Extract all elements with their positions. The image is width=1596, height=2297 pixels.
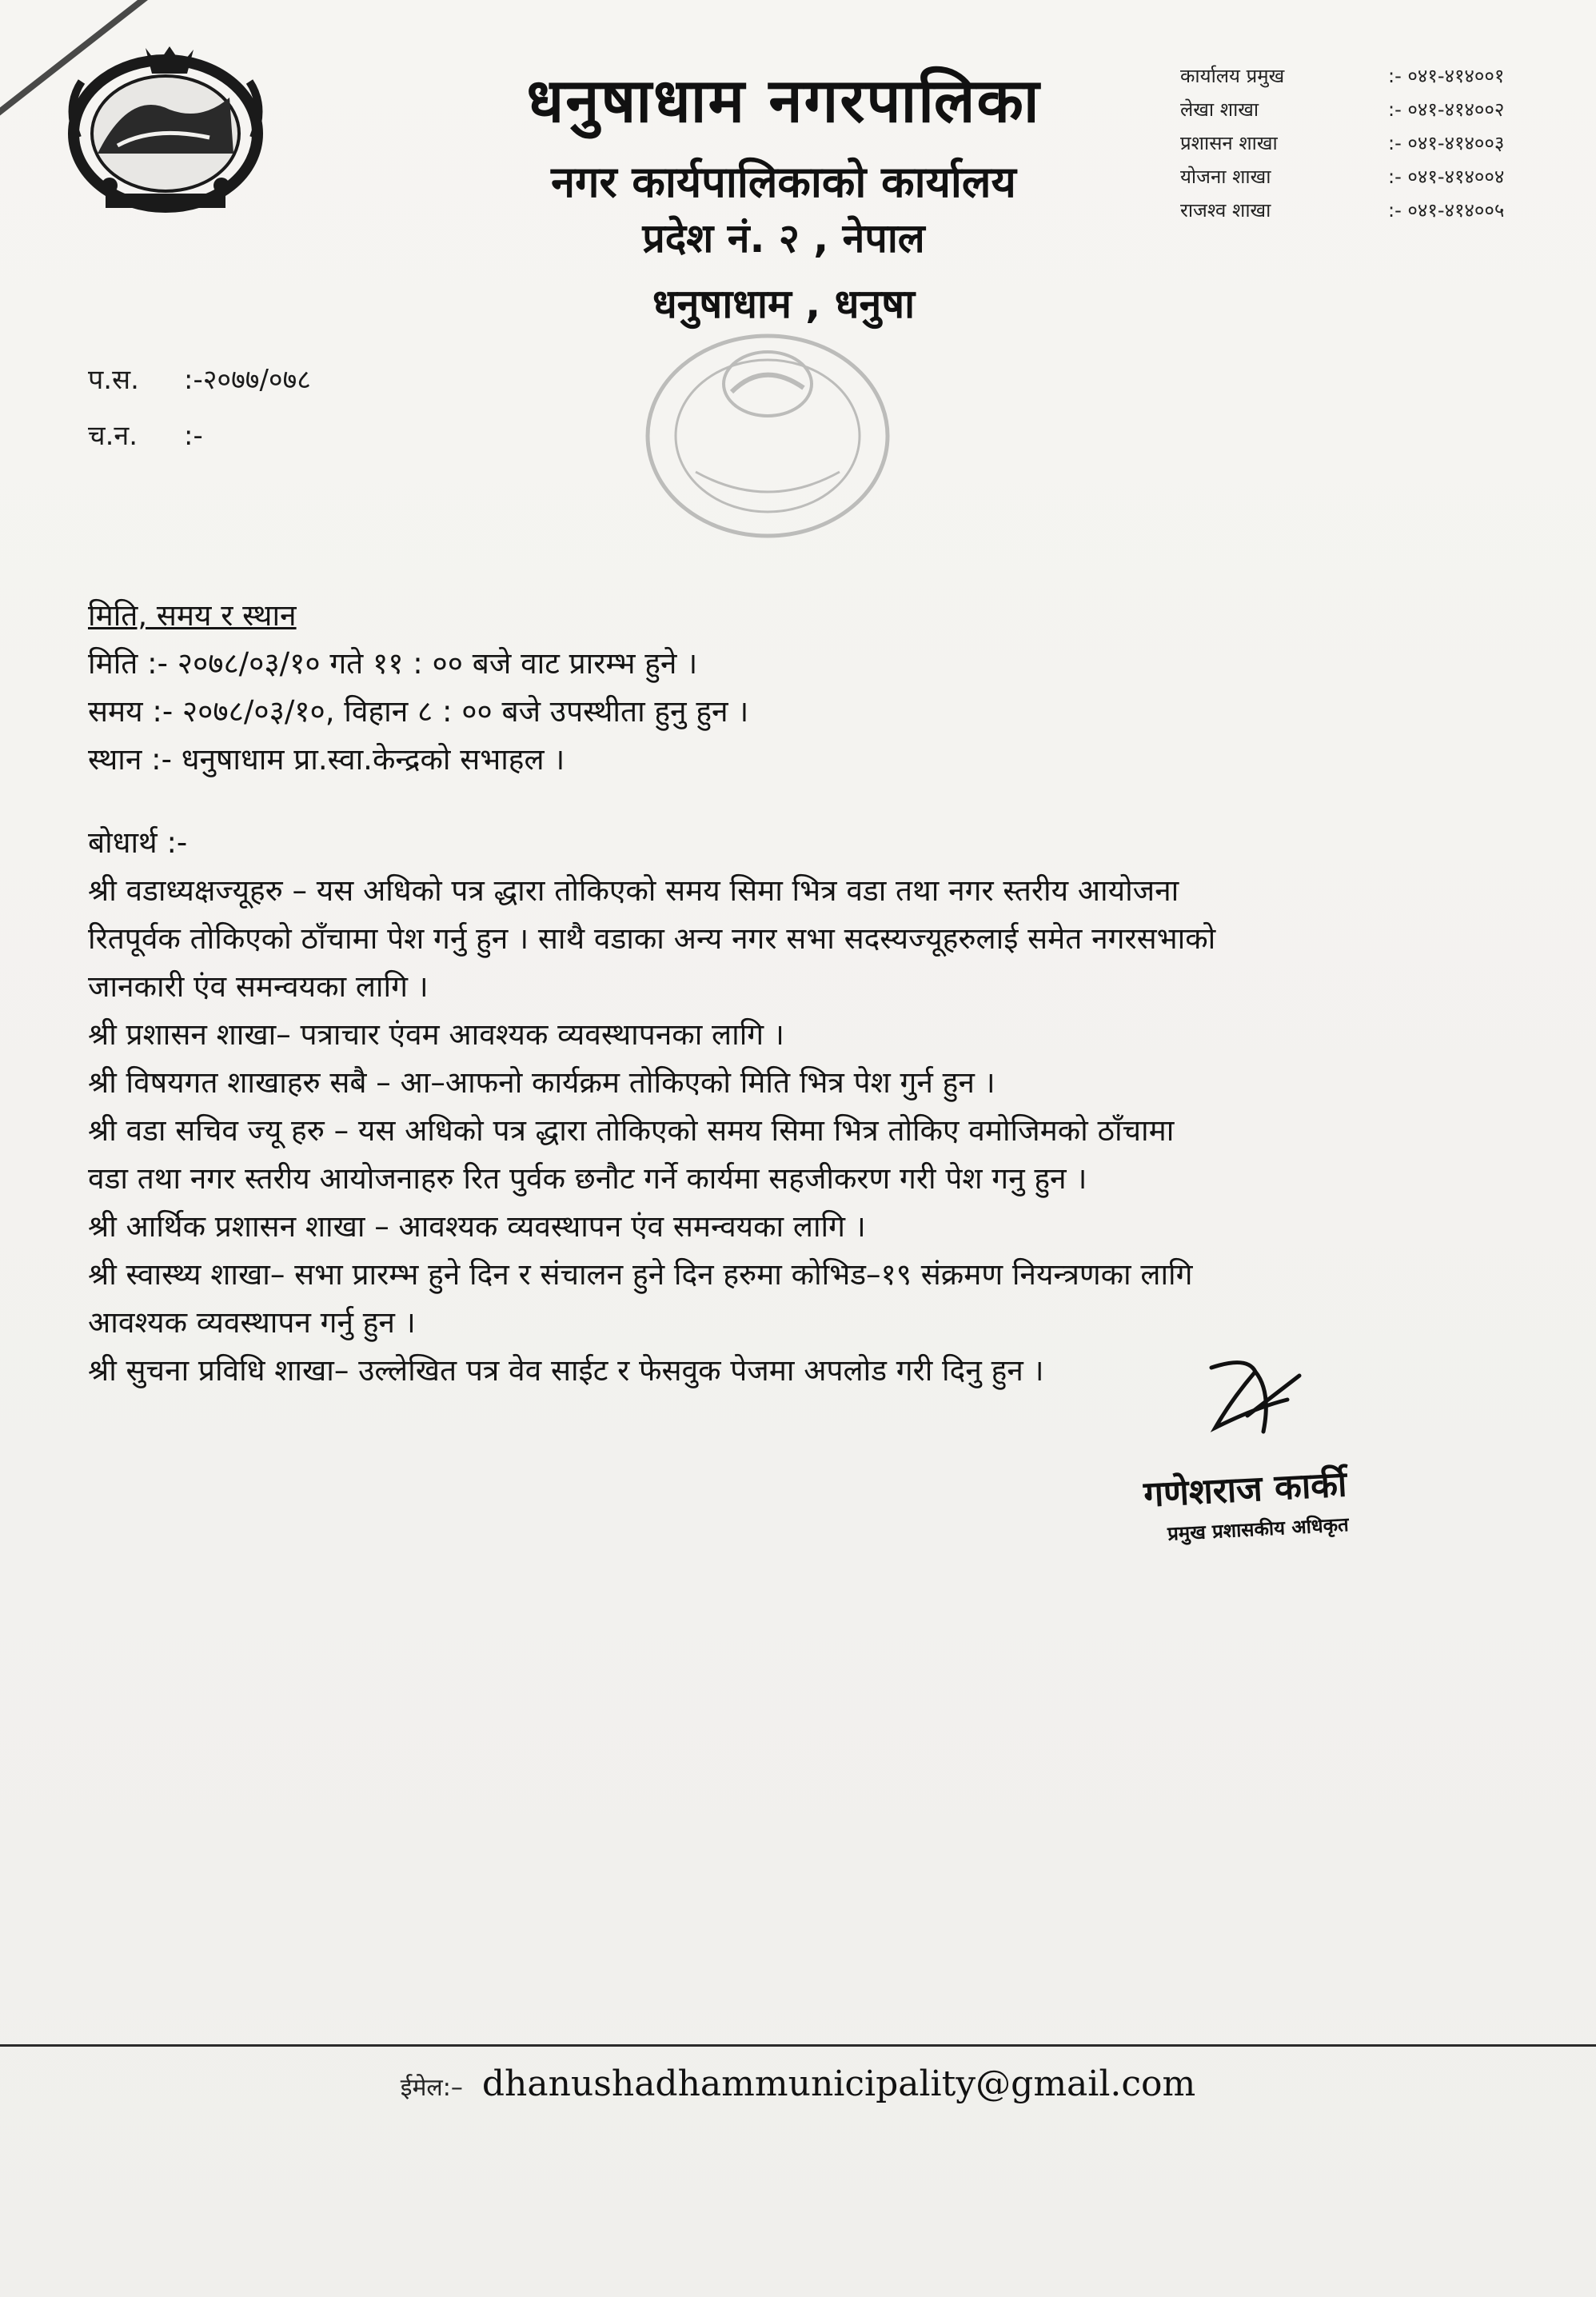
phone-number: :- ०४१-४१४००३ bbox=[1388, 132, 1505, 154]
province-line: प्रदेश नं. २ , नेपाल bbox=[642, 215, 925, 262]
schedule-date: मिति :- २०७८/०३/१० गते ११ : ०० बजे वाट प्रारम्भ हुने । bbox=[88, 646, 698, 681]
ps-value: :-२०७७/०७८ bbox=[184, 364, 311, 396]
bodhartha-line: श्री विषयगत शाखाहरु सबै – आ–आफनो कार्यक्रम तोकिएको मिति भित्र पेश गुर्न हुन । bbox=[88, 1065, 996, 1100]
municipality-title: धनुषाधाम नगरपालिका bbox=[526, 65, 1041, 136]
cn-label: च.न. bbox=[88, 420, 138, 452]
bodhartha-line: श्री स्वास्थ्य शाखा– सभा प्रारम्भ हुने दिन र संचालन हुने दिन हरुमा कोभिड–१९ संक्रमण नियन्त्रणका लागि bbox=[88, 1257, 1193, 1292]
reference-cn bbox=[88, 416, 203, 453]
schedule-time: समय :- २०७८/०३/१०, विहान ८ : ०० बजे उपस्थीता हुनु हुन । bbox=[88, 694, 749, 729]
phone-label: राजश्व शाखा bbox=[1180, 199, 1271, 222]
schedule-place: स्थान :- धनुषाधाम प्रा.स्वा.केन्द्रको सभाहल । bbox=[88, 742, 565, 777]
phone-label: लेखा शाखा bbox=[1180, 98, 1259, 121]
phone-number: :- ०४१-४१४००४ bbox=[1388, 166, 1505, 188]
phone-row bbox=[1180, 197, 1572, 230]
bodhartha-heading: बोधार्थ :- bbox=[88, 825, 188, 860]
phone-number: :- ०४१-४१४००५ bbox=[1388, 199, 1505, 222]
signatory-name: गणेशराज कार्की bbox=[1142, 1464, 1348, 1516]
bodhartha-line: श्री प्रशासन शाखा– पत्राचार एंवम आवश्यक व्यवस्थापनका लागि । bbox=[88, 1017, 784, 1052]
signatory-title: प्रमुख प्रशासकीय अधिकृत bbox=[1167, 1513, 1350, 1545]
office-stamp-icon bbox=[632, 320, 904, 552]
schedule-heading: मिति, समय र स्थान bbox=[88, 598, 297, 633]
bodhartha-line: श्री वडा सचिव ज्यू हरु – यस अधिको पत्र द्धारा तोकिएको समय सिमा भित्र तोकिए वमोजिमको ठाँचामा bbox=[88, 1113, 1175, 1148]
email-address: dhanushadhammunicipality@gmail.com bbox=[481, 2063, 1196, 2104]
office-subtitle: नगर कार्यपालिकाको कार्यालय bbox=[551, 157, 1016, 207]
signature-scribble-icon bbox=[1199, 1352, 1311, 1448]
phone-row bbox=[1180, 96, 1572, 130]
phone-label: प्रशासन शाखा bbox=[1180, 132, 1278, 154]
phone-row bbox=[1180, 163, 1572, 197]
reference-ps bbox=[88, 360, 311, 397]
phone-label: योजना शाखा bbox=[1180, 166, 1271, 188]
phone-row bbox=[1180, 62, 1572, 96]
bodhartha-line: श्री आर्थिक प्रशासन शाखा – आवश्यक व्यवस्थापन एंव समन्वयका लागि । bbox=[88, 1209, 866, 1244]
ps-label: प.स. bbox=[88, 364, 139, 396]
bodhartha-line: जानकारी एंव समन्वयका लागि । bbox=[88, 969, 429, 1004]
bodhartha-line: आवश्यक व्यवस्थापन गर्नु हुन । bbox=[88, 1305, 416, 1340]
district-line: धनुषाधाम , धनुषा bbox=[652, 281, 916, 327]
footer bbox=[0, 2063, 1596, 2104]
email-label: ईमेल:– bbox=[400, 2074, 463, 2102]
bodhartha-line: श्री वडाध्यक्षज्यूहरु – यस अधिको पत्र द्धारा तोकिएको समय सिमा भित्र वडा तथा नगर स्तरीय आयोजना bbox=[88, 873, 1179, 908]
phone-number: :- ०४१-४१४००१ bbox=[1388, 65, 1505, 87]
phone-directory bbox=[1180, 62, 1572, 230]
bodhartha-line: श्री सुचना प्रविधि शाखा– उल्लेखित पत्र वेव साईट र फेसवुक पेजमा अपलोड गरी दिनु हुन । bbox=[88, 1353, 1044, 1388]
cn-value: :- bbox=[184, 420, 203, 452]
phone-row bbox=[1180, 130, 1572, 163]
bodhartha-line: रितपूर्वक तोकिएको ठाँचामा पेश गर्नु हुन । साथै वडाका अन्य नगर सभा सदस्यज्यूहरुलाई समेत नगरसभाको bbox=[88, 921, 1216, 956]
phone-label: कार्यालय प्रमुख bbox=[1180, 65, 1285, 87]
phone-number: :- ०४१-४१४००२ bbox=[1388, 98, 1505, 121]
nepal-emblem-icon bbox=[50, 34, 281, 218]
bodhartha-line: वडा तथा नगर स्तरीय आयोजनाहरु रित पुर्वक छनौट गर्ने कार्यमा सहजीकरण गरी पेश गनु हुन । bbox=[88, 1161, 1087, 1196]
footer-divider bbox=[0, 2044, 1596, 2047]
letter-body bbox=[88, 592, 1463, 1395]
